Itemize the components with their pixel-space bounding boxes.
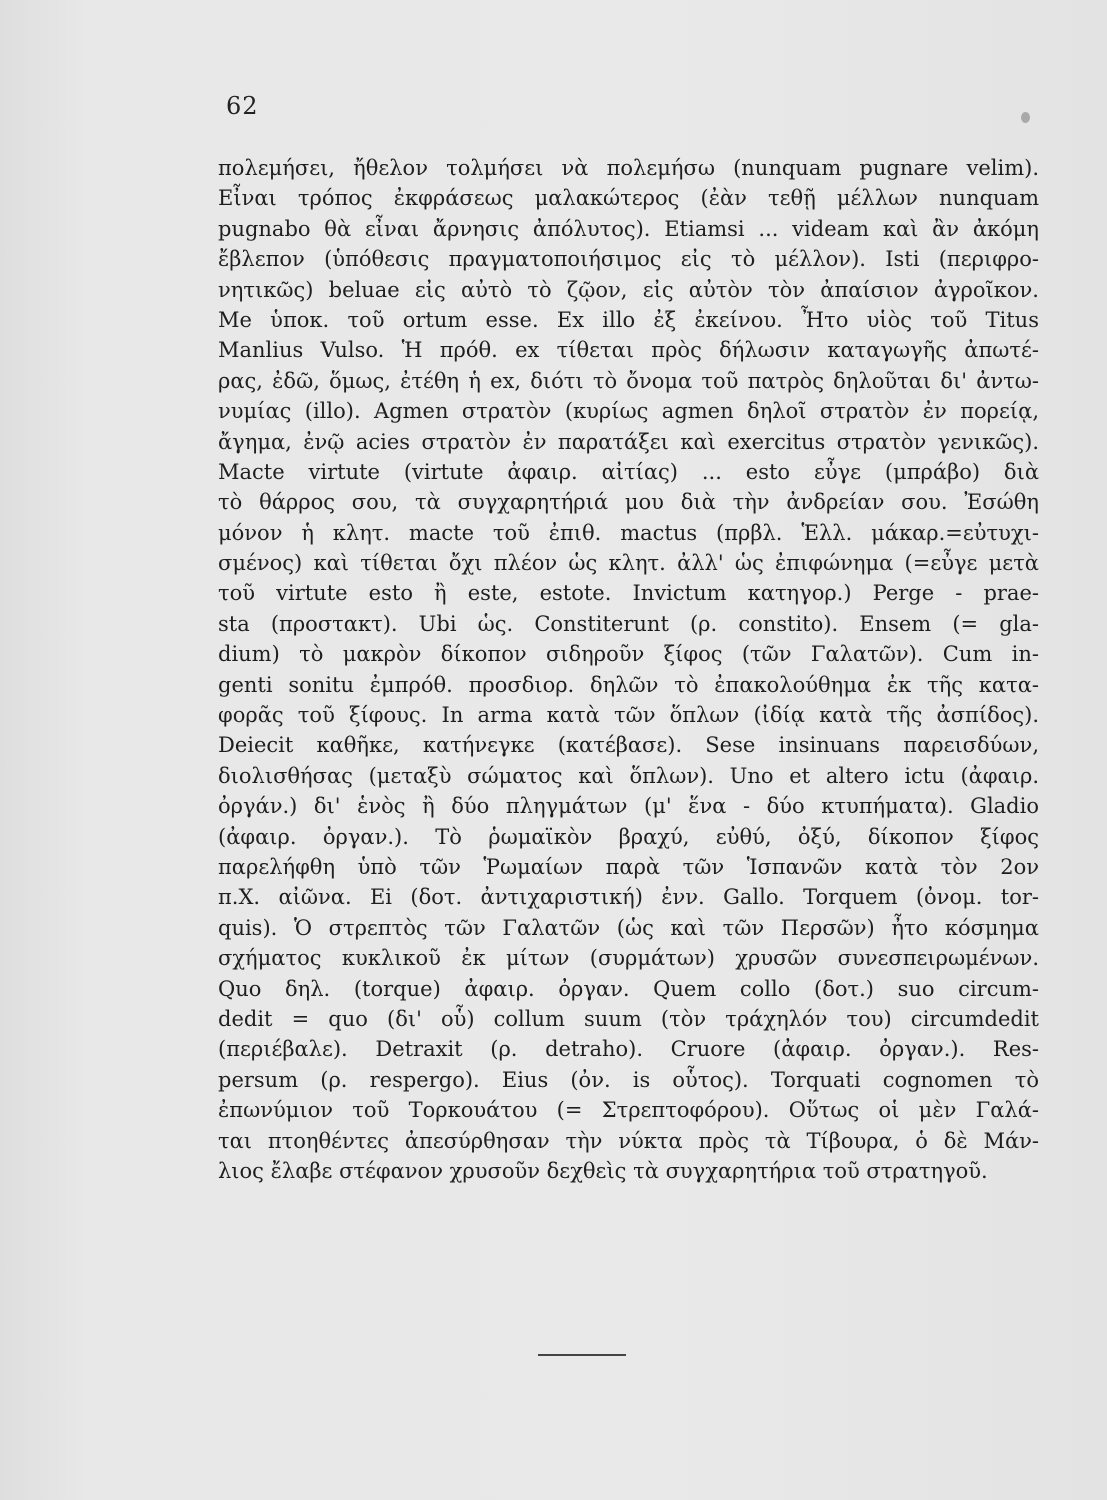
text-line: ται πτοηθέντες ἀπεσύρθησαν τὴν νύκτα πρὸς τὰ Τίβουρα, ὁ δὲ Μάν- — [218, 1128, 1039, 1153]
text-line: pugnabo θὰ εἶναι ἄρνησις ἀπόλυτος). Etiamsi ... videam καὶ ἂν ἀκόμη — [218, 216, 1039, 241]
end-rule — [538, 1354, 626, 1356]
text-line: μόνον ἡ κλητ. macte τοῦ ἐπιθ. mactus (πρβλ. Ἑλλ. μάκαρ.=εὐτυχι- — [218, 520, 1039, 545]
text-line: π.Χ. αἰῶνα. Ei (δοτ. ἀντιχαριστική) ἐνν. Gallo. Torquem (ὀνομ. tor- — [218, 885, 1039, 910]
text-line: ἄγημα, ἐνῷ acies στρατὸν ἐν παρατάξει καὶ exercitus στρατὸν γενικῶς). — [218, 429, 1039, 454]
text-line: παρελήφθη ὑπὸ τῶν Ῥωμαίων παρὰ τῶν Ἱσπανῶν κατὰ τὸν 2ον — [218, 854, 1039, 879]
text-line: genti sonitu ἐμπρόθ. προσδιορ. δηλῶν τὸ ἐπακολούθημα ἐκ τῆς κατα- — [218, 672, 1039, 697]
text-line: νητικῶς) beluae εἰς αὐτὸ τὸ ζῷον, εἰς αὐτὸν τὸν ἀπαίσιον ἀγροῖκον. — [218, 277, 1039, 302]
body-text — [218, 153, 1039, 1186]
paper-speck — [1021, 112, 1030, 123]
text-line: Macte virtute (virtute ἀφαιρ. αἰτίας) ... esto εὖγε (μπράβο) διὰ — [218, 459, 1039, 484]
text-line: sta (προστακτ). Ubi ὡς. Constiterunt (ρ. constito). Ensem (= gla- — [218, 611, 1039, 636]
text-line: πολεμήσει, ἤθελον τολμήσει νὰ πολεμήσω (nunquam pugnare velim). — [218, 156, 1039, 180]
text-line: λιος ἔλαβε στέφανον χρυσοῦν δεχθεὶς τὰ συγχαρητήρια τοῦ στρατηγοῦ. — [218, 1158, 988, 1183]
text-line: Manlius Vulso. Ἡ πρόθ. ex τίθεται πρὸς δήλωσιν καταγωγῆς ἀπωτέ- — [218, 338, 1039, 363]
text-line: persum (ρ. respergo). Eius (ὀν. is οὗτος). Torquati cognomen τὸ — [218, 1067, 1039, 1092]
text-line: φορᾶς τοῦ ξίφους. In arma κατὰ τῶν ὅπλων (ἰδίᾳ κατὰ τῆς ἀσπίδος). — [218, 703, 1039, 728]
text-line: ἐπωνύμιον τοῦ Τορκουάτου (= Στρεπτοφόρου). Οὕτως οἱ μὲν Γαλά- — [218, 1098, 1039, 1123]
text-line: διολισθήσας (μεταξὺ σώματος καὶ ὅπλων). Uno et altero ictu (ἀφαιρ. — [218, 763, 1039, 788]
text-line: Εἶναι τρόπος ἐκφράσεως μαλακώτερος (ἐὰν τεθῇ μέλλων nunquam — [218, 186, 1039, 211]
text-line: ἔβλεπον (ὑπόθεσις πραγματοποιήσιμος εἰς τὸ μέλλον). Isti (περιφρο- — [218, 247, 1039, 272]
text-line: ρας, ἐδῶ, ὅμως, ἐτέθη ἡ ex, διότι τὸ ὄνομα τοῦ πατρὸς δηλοῦται δι' ἀντω- — [218, 368, 1039, 393]
text-line: Me ὑποκ. τοῦ ortum esse. Ex illo ἐξ ἐκείνου. Ἦτο υἱὸς τοῦ Titus — [218, 307, 1039, 332]
text-line: Quo δηλ. (torque) ἀφαιρ. ὀργαν. Quem collo (δοτ.) suo circum- — [218, 976, 1039, 1001]
text-line: τὸ θάρρος σου, τὰ συγχαρητήριά μου διὰ τὴν ἀνδρείαν σου. Ἐσώθη — [218, 490, 1039, 515]
text-line: quis). Ὁ στρεπτὸς τῶν Γαλατῶν (ὡς καὶ τῶν Περσῶν) ἦτο κόσμημα — [218, 915, 1039, 940]
text-line: dium) τὸ μακρὸν δίκοπον σιδηροῦν ξίφος (τῶν Γαλατῶν). Cum in- — [218, 642, 1039, 667]
text-line: σχήματος κυκλικοῦ ἐκ μίτων (συρμάτων) χρυσῶν συνεσπειρωμένων. — [218, 946, 1039, 971]
text-line: τοῦ virtute esto ἢ este, estote. Invictum κατηγορ.) Perge - prae- — [218, 581, 1039, 606]
text-line: σμένος) καὶ τίθεται ὄχι πλέον ὡς κλητ. ἀλλ' ὡς ἐπιφώνημα (=εὖγε μετὰ — [218, 551, 1039, 576]
text-line: dedit = quo (δι' οὗ) collum suum (τὸν τράχηλόν του) circumdedit — [218, 1006, 1039, 1031]
text-line: νυμίας (illo). Agmen στρατὸν (κυρίως agmen δηλοῖ στρατὸν ἐν πορείᾳ, — [218, 399, 1039, 424]
text-line: (περιέβαλε). Detraxit (ρ. detraho). Cruore (ἀφαιρ. ὀργαν.). Res- — [218, 1037, 1039, 1062]
page-number: 62 — [226, 92, 259, 120]
text-line: ὀργάν.) δι' ἑνὸς ἢ δύο πληγμάτων (μ' ἕνα - δύο κτυπήματα). Gladio — [218, 794, 1039, 819]
text-line: (ἀφαιρ. ὀργαν.). Τὸ ῥωμαϊκὸν βραχύ, εὐθύ, ὀξύ, δίκοπον ξίφος — [218, 824, 1039, 849]
text-line: Deiecit καθῆκε, κατήνεγκε (κατέβασε). Sese insinuans παρεισδύων, — [218, 733, 1039, 758]
